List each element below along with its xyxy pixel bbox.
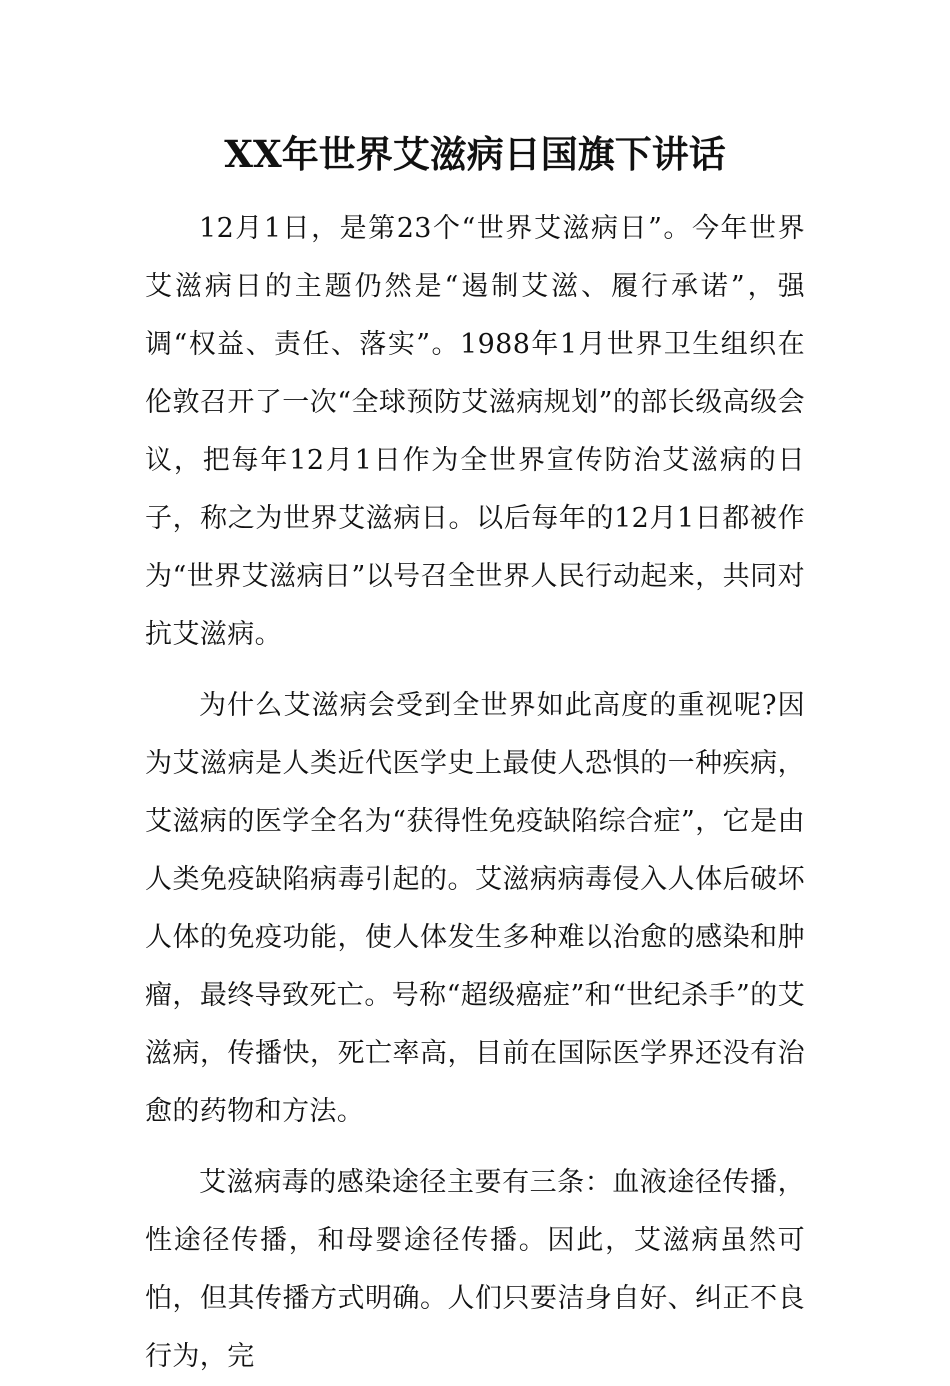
document-body xyxy=(145,200,805,1386)
paragraph-1: 12月1日，是第23个“世界艾滋病日”。今年世界艾滋病日的主题仍然是“遏制艾滋、履行承诺”，强调“权益、责任、落实”。1988年1月世界卫生组织在伦敦召开了一次“全球预防艾滋病规划”的部长级高级会议，把每年12月1日作为全世界宣传防治艾滋病的日子，称之为世界艾滋病日。以后每年的12月1日都被作为“世界艾滋病日”以号召全世界人民行动起来，共同对抗艾滋病。 xyxy=(145,213,805,650)
paragraph-3: 艾滋病毒的感染途径主要有三条：血液途径传播，性途径传播，和母婴途径传播。因此，艾滋病虽然可怕，但其传播方式明确。人们只要洁身自好、纠正不良行为，完 xyxy=(145,1167,805,1372)
paragraph-2: 为什么艾滋病会受到全世界如此高度的重视呢?因为艾滋病是人类近代医学史上最使人恐惧的一种疾病，艾滋病的医学全名为“获得性免疫缺陷综合症”，它是由人类免疫缺陷病毒引起的。艾滋病病毒侵入人体后破坏人体的免疫功能，使人体发生多种难以治愈的感染和肿瘤，最终导致死亡。号称“超级癌症”和“世纪杀手”的艾滋病，传播快，死亡率高，目前在国际医学界还没有治愈的药物和方法。 xyxy=(145,690,805,1127)
document-title: XX年世界艾滋病日国旗下讲话 xyxy=(224,132,726,176)
